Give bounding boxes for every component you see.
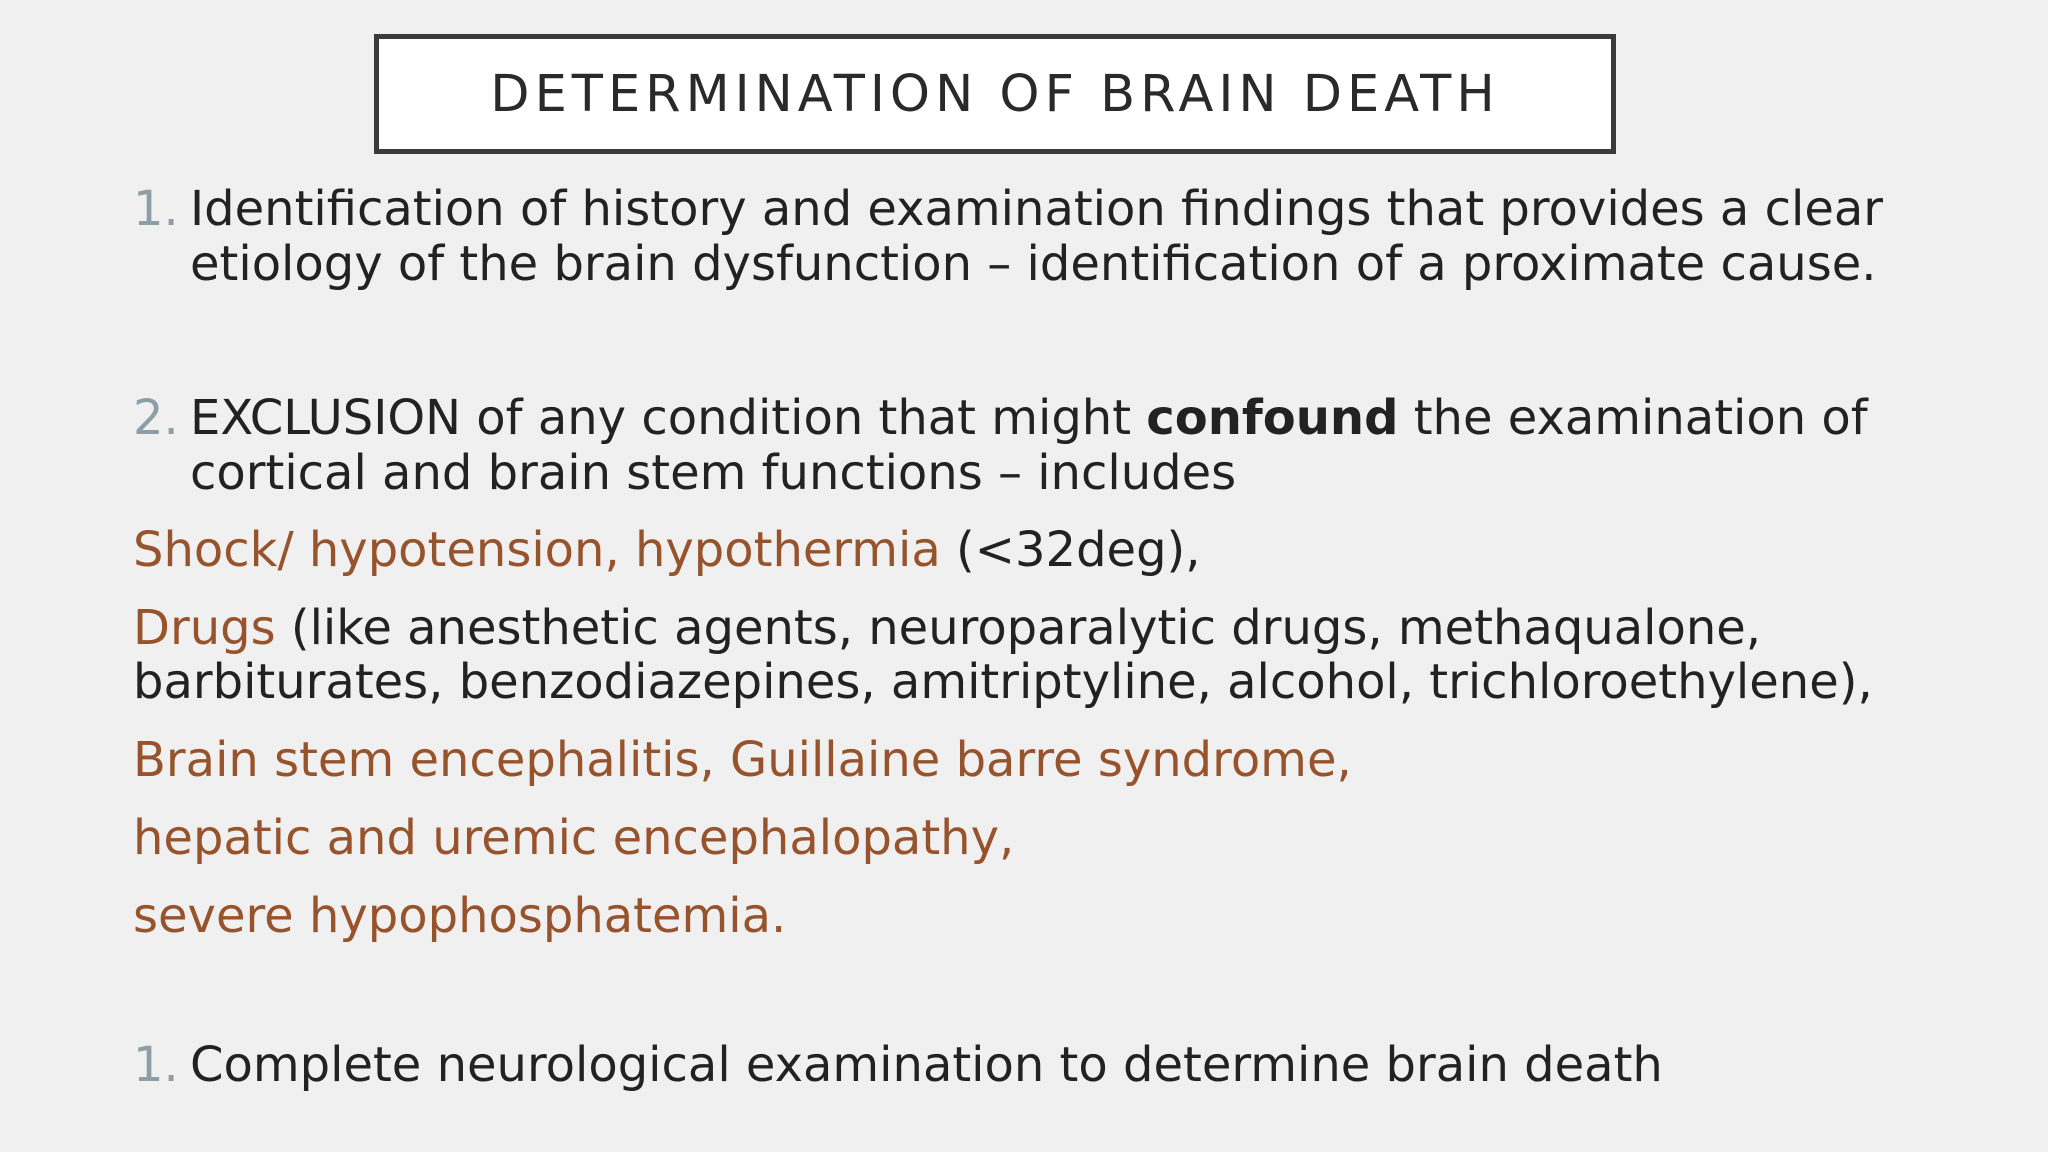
list-item-identification (133, 182, 2013, 292)
list-number: 1. (133, 1037, 179, 1093)
condition-detail: (<32deg), (940, 522, 1201, 578)
list-item-neuro-exam (133, 1038, 2013, 1093)
condition-highlight: Shock/ hypotension, hypothermia (133, 522, 941, 578)
condition-brainstem: Brain stem encephalitis, Guillaine barre syndrome, (133, 732, 1352, 788)
drugs-line-2: barbiturates, benzodiazepines, amitriptyline, alcohol, trichloroethylene), (133, 654, 1873, 710)
slide-content (133, 182, 2013, 1093)
condition-detail: (like anesthetic agents, neuroparalytic drugs, methaqualone, (275, 600, 1762, 656)
condition-drugs (133, 601, 2013, 709)
condition-shock (133, 523, 2013, 577)
item-line: Identification of history and examination findings that provides a clear (190, 181, 1884, 237)
list-number: 2. (133, 390, 179, 446)
item-line: cortical and brain stem functions – includes (190, 445, 1237, 501)
condition-hepatic: hepatic and uremic encephalopathy, (133, 810, 1015, 866)
item-line (190, 391, 2013, 446)
drugs-line (133, 601, 2013, 655)
confound-emphasis: confound (1146, 390, 1399, 446)
exclusion-text: EXCLUSION of any condition that might (190, 390, 1147, 446)
condition-hypophosphatemia: severe hypophosphatemia. (133, 888, 787, 944)
condition-highlight: Drugs (133, 600, 276, 656)
list-item-exclusion (133, 391, 2013, 501)
item-line: Complete neurological examination to determine brain death (190, 1037, 1663, 1093)
item-line: etiology of the brain dysfunction – identification of a proximate cause. (190, 236, 1877, 292)
exclusion-text-end: the examination of (1398, 390, 1868, 446)
list-number: 1. (133, 181, 179, 237)
slide-title: DETERMINATION OF BRAIN DEATH (490, 64, 1500, 124)
slide-title-box (374, 34, 1616, 154)
